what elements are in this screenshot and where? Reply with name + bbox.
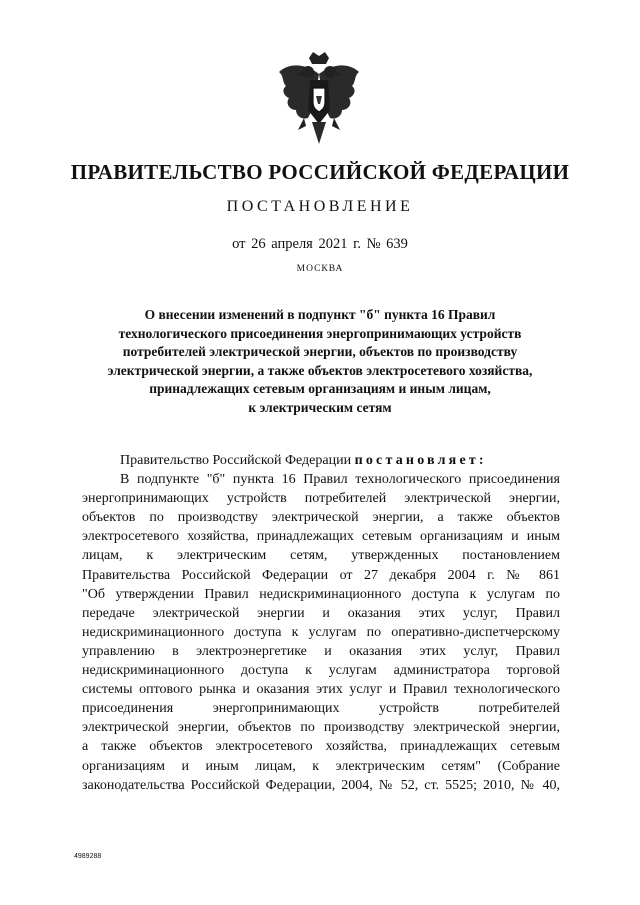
body-line: передаче электрической энергии и оказания этих услуг, Правил [82,605,560,621]
heading-line: потребителей электрической энергии, объектов по производству [122,344,518,360]
intro-line [82,451,560,470]
document-city: МОСКВА [296,264,344,274]
body-line: а также объектов электросетевого хозяйства, принадлежащих сетевым [82,739,560,755]
intro-prefix: Правительство Российской Федерации [120,453,355,468]
document-id-number: 4989288 [74,853,102,860]
heading-line: электрической энергии, а также объектов электросетевого хозяйства, [107,362,533,378]
body-line: недискриминационного доступа к услугам администратора торговой [82,663,560,679]
body-line: организациям и иным лицам, к электрическим сетям" (Собрание [82,758,560,774]
heading-line: к электрическим сетям [248,399,392,415]
intro-resolves: постановляет: [354,453,487,468]
heading-line: технологического присоединения энергопринимающих устройств [118,325,522,341]
government-title: ПРАВИТЕЛЬСТВО РОССИЙСКОЙ ФЕДЕРАЦИИ [70,160,570,184]
body-line: законодательства Российской Федерации, 2004, № 52, ст. 5525; 2010, № 40, [82,777,560,793]
document-type: ПОСТАНОВЛЕНИЕ [226,198,414,215]
body-line: присоединения энергопринимающих устройств потребителей [82,701,560,717]
document-date-number: от 26 апреля 2021 г. № 639 [232,236,408,252]
body-line: В подпункте "б" пункта 16 Правил технологического присоединения [120,472,560,488]
body-line: энергопринимающих устройств потребителей электрической энергии, [82,491,560,507]
body-line: электрической энергии, объектов по производству электрической энергии, [82,720,560,736]
body-line: электросетевого хозяйства, принадлежащих сетевым организациям и иным [82,529,560,545]
document-body [82,451,560,795]
document-heading [80,306,560,418]
heading-line: О внесении изменений в подпункт "б" пункта 16 Правил [144,307,496,322]
body-line: объектов по производству электрической энергии, а также объектов [82,510,560,526]
body-line: Правительства Российской Федерации от 27 декабря 2004 г. № 861 [82,567,560,583]
heading-line: принадлежащих сетевым организациям и иным лицам, [149,381,491,397]
body-line: недискриминационного доступа к услугам по оперативно-диспетчерскому [82,624,560,640]
body-line: системы оптового рынка и оказания этих услуг и Правил технологического [82,682,560,698]
coat-of-arms-icon [276,52,362,150]
body-line: управлению в электроэнергетике и оказания этих услуг, Правил [82,643,560,659]
body-line: "Об утверждении Правил недискриминационного доступа к услугам по [82,586,560,602]
body-line: лицам, к электрическим сетям, утвержденных постановлением [82,548,560,564]
